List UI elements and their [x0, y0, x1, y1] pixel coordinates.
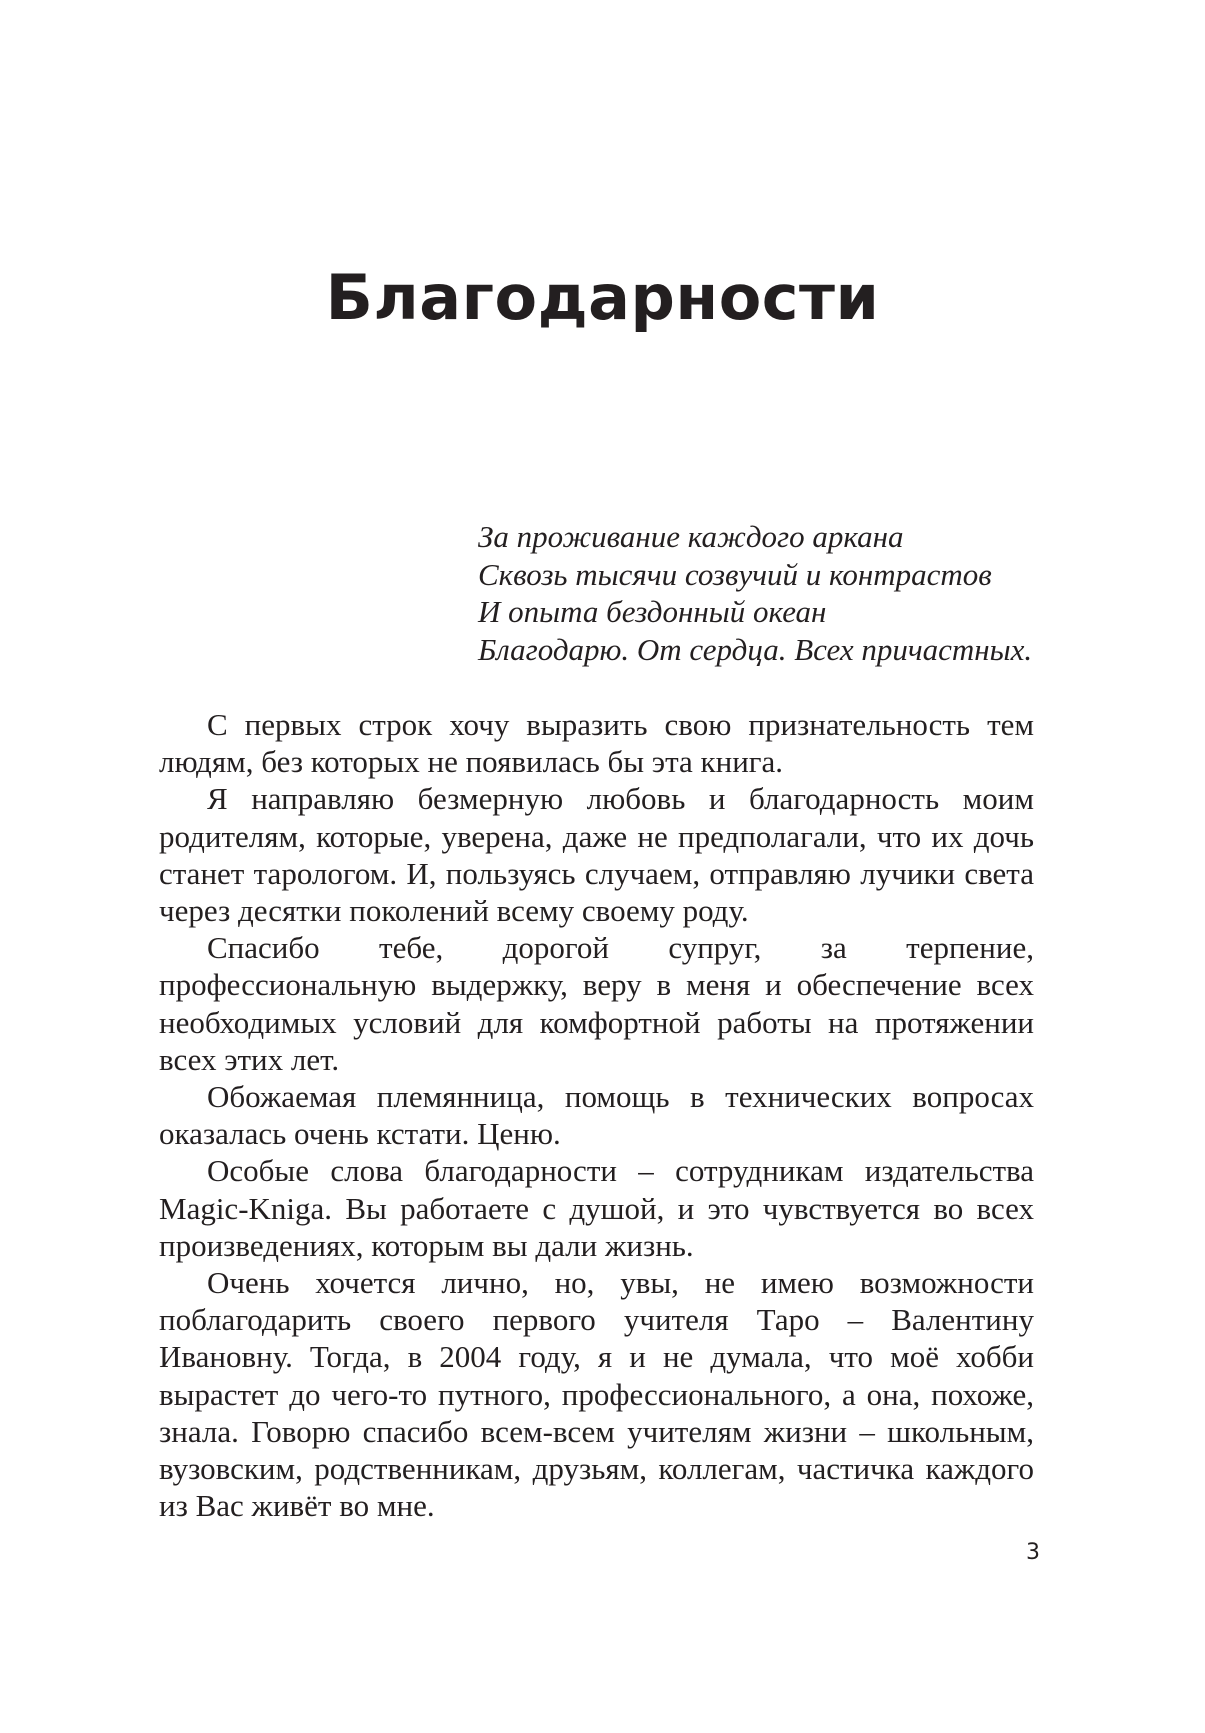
paragraph: С первых строк хочу выразить свою признательность тем людям, без которых не появилась бы эта книга. [159, 707, 1034, 780]
epigraph-poem [478, 518, 1038, 668]
paragraph: Обожаемая племянница, помощь в технических вопросах оказалась очень кстати. Ценю. [159, 1079, 1034, 1152]
paragraph: Я направляю безмерную любовь и благодарность моим родителям, которые, уверена, даже не предполагали, что их дочь станет тарологом. И, пользуясь случаем, отправляю лучики света через десятки поколений всему своему роду. [159, 781, 1034, 929]
epigraph-line: И опыта бездонный океан [478, 594, 827, 629]
epigraph-line: Сквозь тысячи созвучий и контрастов [478, 556, 992, 592]
paragraph: Очень хочется лично, но, увы, не имею возможности поблагодарить своего первого учителя Таро – Валентину Ивановну. Тогда, в 2004 году, я и не думала, что моё хобби вырастет до чего-то путного, профессионального, а она, похоже, знала. Говорю спасибо всем-всем учителям жизни – школьным, вузовским, родственникам, друзьям, коллегам, частичка каждого из Вас живёт во мне. [159, 1265, 1034, 1524]
paragraph: Особые слова благодарности – сотрудникам издательства Magic-Kniga. Вы работаете с душой, и это чувствуется во всех произведениях, которым вы дали жизнь. [159, 1153, 1034, 1263]
acknowledgements-text [159, 706, 1034, 1524]
page-title: Благодарности [325, 261, 880, 334]
epigraph-line: Благодарю. От сердца. Всех причастных. [478, 631, 1033, 667]
paragraph: Спасибо тебе, дорогой супруг, за терпение, профессиональную выдержку, веру в меня и обеспечение всех необходимых условий для комфортной работы на протяжении всех этих лет. [159, 930, 1034, 1077]
epigraph-line: За проживание каждого аркана [478, 519, 904, 554]
page-number: 3 [1026, 1540, 1040, 1565]
